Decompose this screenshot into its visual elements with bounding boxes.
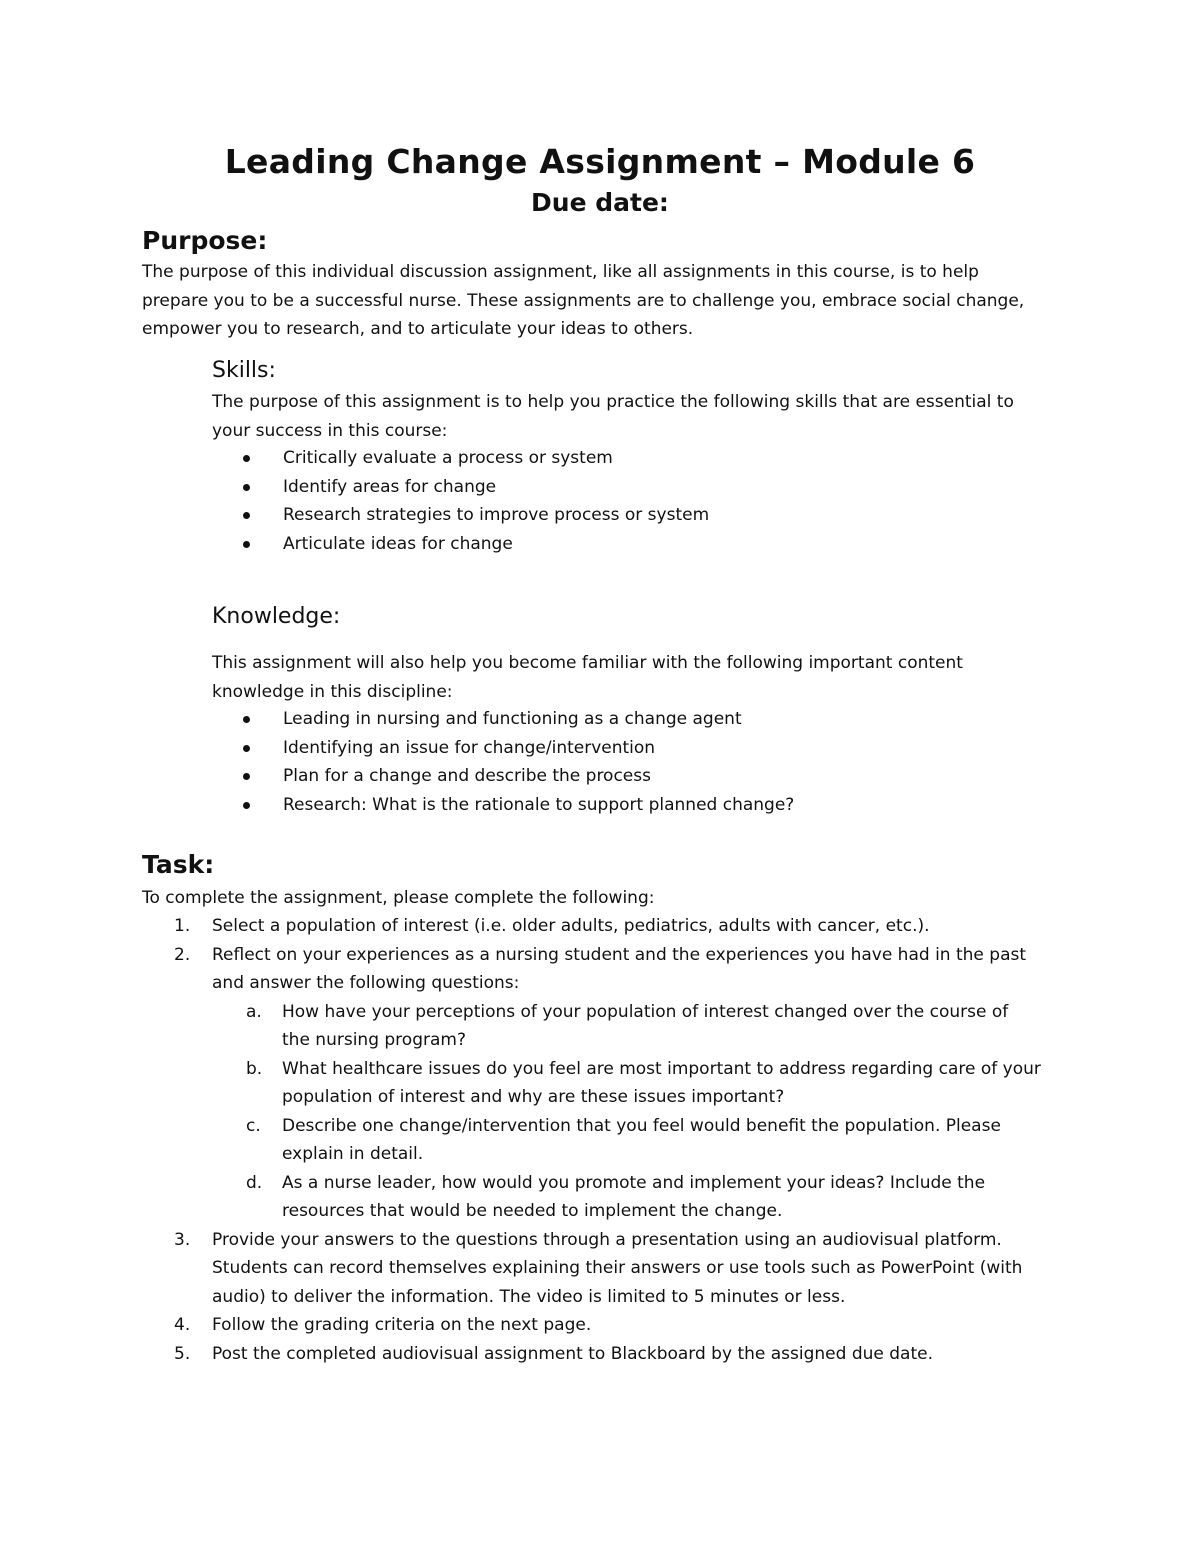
knowledge-list-item: Leading in nursing and functioning as a change agent xyxy=(212,705,794,734)
knowledge-list-item: Identifying an issue for change/intervention xyxy=(212,734,794,763)
bullet-icon xyxy=(243,716,250,723)
question-line: resources that would be needed to implement the change. xyxy=(282,1201,783,1221)
question-line: the nursing program? xyxy=(282,1030,466,1050)
question-letter: b. xyxy=(246,1058,263,1079)
bullet-icon xyxy=(243,773,250,780)
task-number: 5. xyxy=(174,1343,191,1364)
skills-intro xyxy=(212,388,1014,445)
skills-list-item: Critically evaluate a process or system xyxy=(212,444,709,473)
skills-heading: Skills: xyxy=(212,358,276,383)
purpose-line: empower you to research, and to articulate your ideas to others. xyxy=(142,319,694,339)
task-line: Follow the grading criteria on the next page. xyxy=(212,1315,592,1335)
purpose-paragraph xyxy=(142,258,1024,344)
skills-intro-line: The purpose of this assignment is to help you practice the following skills that are essential to xyxy=(212,392,1014,412)
question-a xyxy=(212,998,1082,1055)
task-heading: Task: xyxy=(142,850,215,879)
skills-list-item: Identify areas for change xyxy=(212,473,709,502)
task-line: audio) to deliver the information. The video is limited to 5 minutes or less. xyxy=(212,1286,846,1307)
question-line: population of interest and why are these issues important? xyxy=(282,1087,785,1107)
purpose-line: prepare you to be a successful nurse. These assignments are to challenge you, embrace social change, xyxy=(142,290,1025,311)
purpose-line: The purpose of this individual discussion assignment, like all assignments in this course, is to help xyxy=(142,262,979,282)
question-line: As a nurse leader, how would you promote and implement your ideas? Include the xyxy=(282,1172,986,1193)
task-line: Provide your answers to the questions through a presentation using an audiovisual platform. xyxy=(212,1229,1002,1250)
knowledge-intro-line: This assignment will also help you become familiar with the following important content xyxy=(212,653,963,673)
task-list xyxy=(142,912,1082,1368)
knowledge-intro xyxy=(212,649,963,706)
task-item-3 xyxy=(142,1226,1082,1312)
knowledge-list xyxy=(212,705,794,819)
bullet-icon xyxy=(243,745,250,752)
question-line: Describe one change/intervention that you feel would benefit the population. Please xyxy=(282,1115,1001,1136)
bullet-icon xyxy=(243,802,250,809)
question-letter: c. xyxy=(246,1115,261,1136)
knowledge-list-item: Plan for a change and describe the process xyxy=(212,762,794,791)
task-item-5 xyxy=(142,1340,1082,1369)
task-number: 4. xyxy=(174,1315,191,1335)
task-line: Select a population of interest (i.e. older adults, pediatrics, adults with cancer, etc.). xyxy=(212,916,930,936)
question-list xyxy=(212,998,1082,1226)
task-number: 3. xyxy=(174,1229,191,1250)
task-line: and answer the following questions: xyxy=(212,973,520,993)
skills-list xyxy=(212,444,709,558)
knowledge-intro-line: knowledge in this discipline: xyxy=(212,681,453,702)
question-letter: a. xyxy=(246,1001,262,1022)
bullet-icon xyxy=(243,455,250,462)
task-number: 1. xyxy=(174,916,191,936)
bullet-icon xyxy=(243,484,250,491)
bullet-icon xyxy=(243,512,250,519)
skills-list-item: Research strategies to improve process or system xyxy=(212,501,709,530)
question-b xyxy=(212,1055,1082,1112)
due-date-label: Due date: xyxy=(531,188,669,217)
task-item-2 xyxy=(142,941,1082,1226)
question-line: What healthcare issues do you feel are most important to address regarding care of your xyxy=(282,1058,1041,1079)
task-intro: To complete the assignment, please complete the following: xyxy=(142,888,655,908)
question-c xyxy=(212,1112,1082,1169)
skills-list-item: Articulate ideas for change xyxy=(212,530,709,559)
purpose-heading: Purpose: xyxy=(142,226,268,255)
task-line: Post the completed audiovisual assignment to Blackboard by the assigned due date. xyxy=(212,1343,933,1364)
task-item-1 xyxy=(142,912,1082,941)
skills-intro-line: your success in this course: xyxy=(212,420,448,441)
task-line: Reflect on your experiences as a nursing student and the experiences you have had in the past xyxy=(212,944,1027,965)
task-number: 2. xyxy=(174,944,191,965)
question-letter: d. xyxy=(246,1172,263,1193)
question-d xyxy=(212,1169,1082,1226)
question-line: explain in detail. xyxy=(282,1144,424,1164)
question-line: How have your perceptions of your population of interest changed over the course of xyxy=(282,1001,1009,1022)
knowledge-heading: Knowledge: xyxy=(212,604,341,629)
task-item-4 xyxy=(142,1311,1082,1340)
knowledge-list-item: Research: What is the rationale to support planned change? xyxy=(212,791,794,820)
page-title: Leading Change Assignment – Module 6 xyxy=(224,142,976,181)
task-line: Students can record themselves explaining their answers or use tools such as PowerPoint (with xyxy=(212,1258,1023,1278)
bullet-icon xyxy=(243,541,250,548)
